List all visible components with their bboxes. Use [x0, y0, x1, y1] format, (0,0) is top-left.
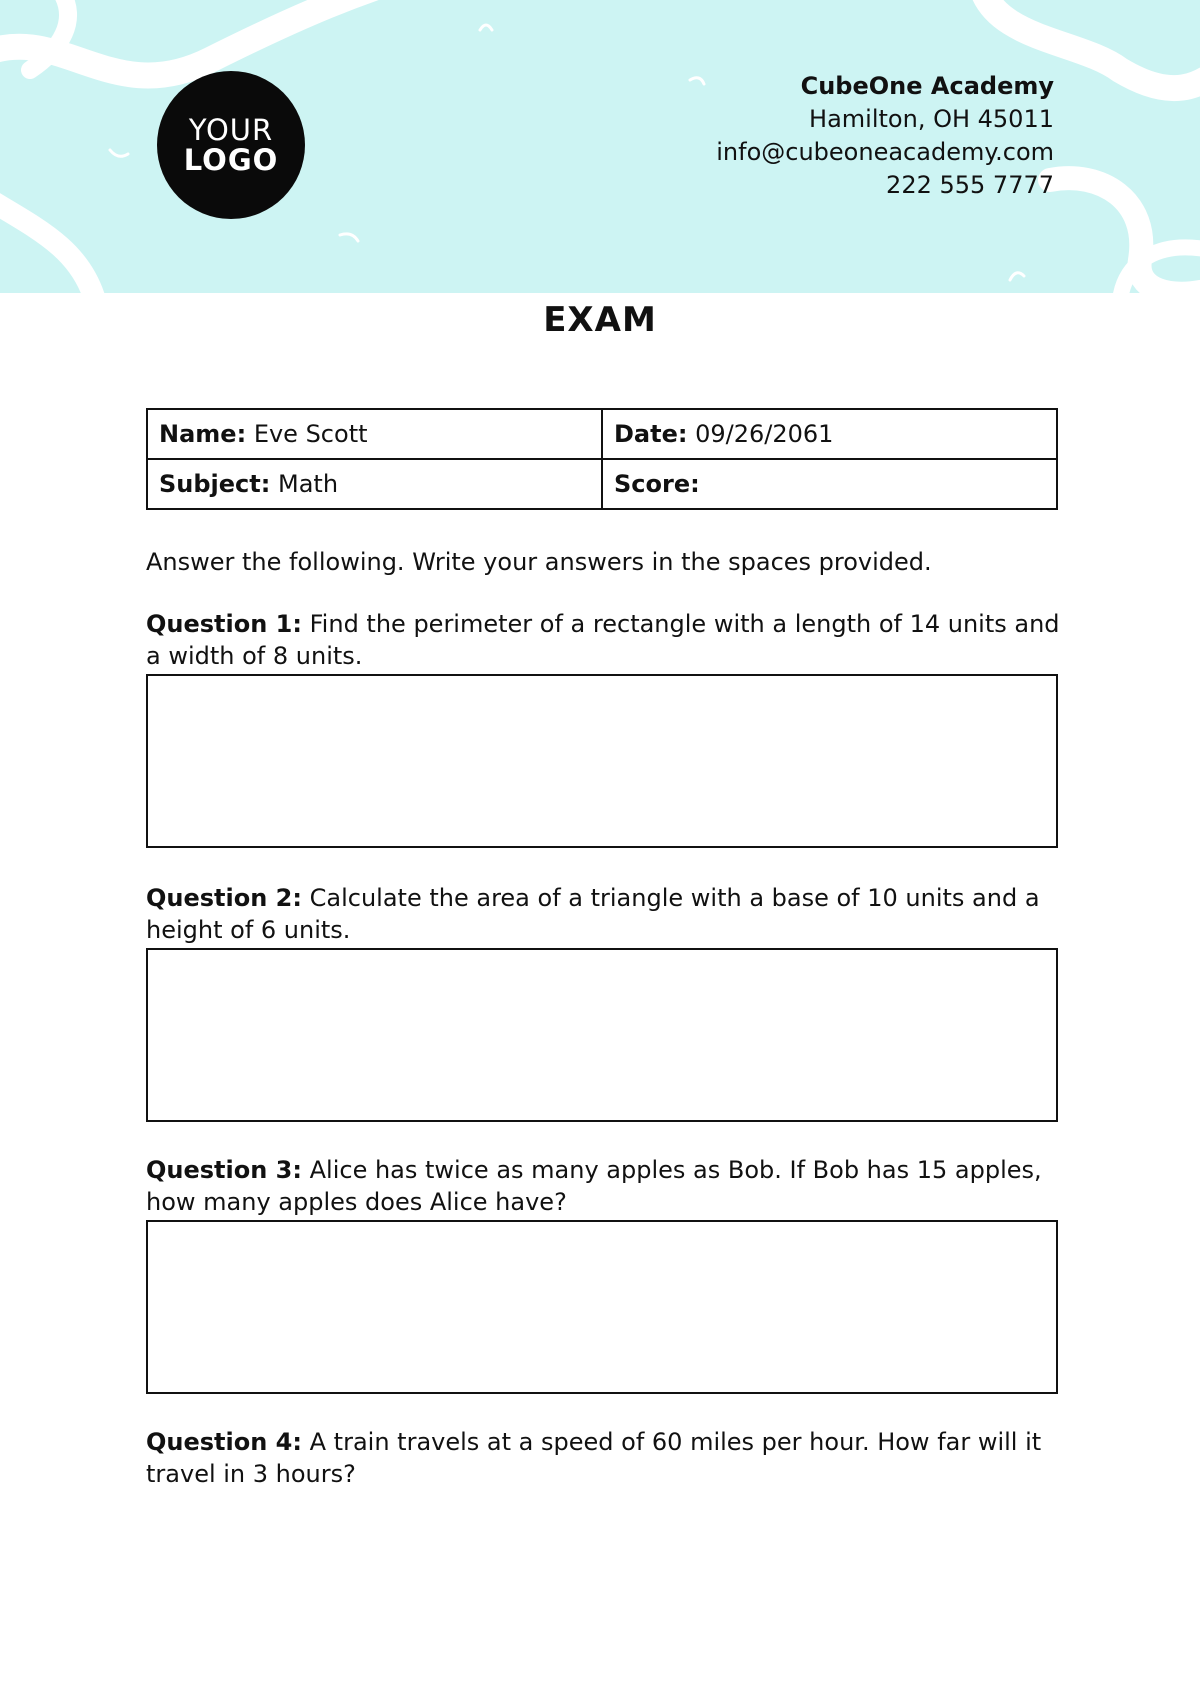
phone: 222 555 7777	[886, 171, 1054, 199]
question-1	[146, 608, 1066, 672]
question-4-label: Question 4:	[146, 1428, 302, 1456]
page-title: EXAM	[543, 300, 657, 340]
question-3	[146, 1154, 1066, 1218]
date-cell	[602, 409, 1057, 459]
question-2	[146, 882, 1066, 946]
instructions: Answer the following. Write your answers in the spaces provided.	[146, 548, 932, 576]
organization-name: CubeOne Academy	[800, 72, 1054, 100]
score-label: Score:	[614, 470, 700, 498]
logo-line-1: YOUR	[188, 112, 274, 147]
question-1-label: Question 1:	[146, 610, 302, 638]
header-banner	[0, 0, 1200, 293]
subject-cell	[147, 459, 602, 509]
name-cell	[147, 409, 602, 459]
info-table	[146, 408, 1058, 510]
question-1-text: Find the perimeter of a rectangle with a length of 14 units and a width of 8 units.	[146, 610, 1060, 670]
question-3-text: Alice has twice as many apples as Bob. If Bob has 15 apples, how many apples does Alice have?	[146, 1156, 1042, 1216]
logo	[157, 71, 305, 219]
date-value: 09/26/2061	[695, 420, 834, 448]
name-value: Eve Scott	[253, 420, 368, 448]
question-4-text: A train travels at a speed of 60 miles per hour. How far will it travel in 3 hours?	[146, 1428, 1042, 1488]
question-2-text: Calculate the area of a triangle with a base of 10 units and a height of 6 units.	[146, 884, 1040, 944]
email: info@cubeoneacademy.com	[716, 138, 1054, 166]
question-2-label: Question 2:	[146, 884, 302, 912]
date-label: Date:	[614, 420, 688, 448]
subject-label: Subject:	[159, 470, 271, 498]
name-label: Name:	[159, 420, 247, 448]
address: Hamilton, OH 45011	[809, 105, 1054, 133]
answer-box-2[interactable]	[146, 948, 1058, 1122]
subject-value: Math	[278, 470, 339, 498]
answer-box-1[interactable]	[146, 674, 1058, 848]
logo-line-2: LOGO	[183, 143, 279, 177]
score-cell	[602, 459, 1057, 509]
question-3-label: Question 3:	[146, 1156, 302, 1184]
question-4	[146, 1426, 1066, 1490]
answer-box-3[interactable]	[146, 1220, 1058, 1394]
contact-block	[716, 70, 1054, 202]
